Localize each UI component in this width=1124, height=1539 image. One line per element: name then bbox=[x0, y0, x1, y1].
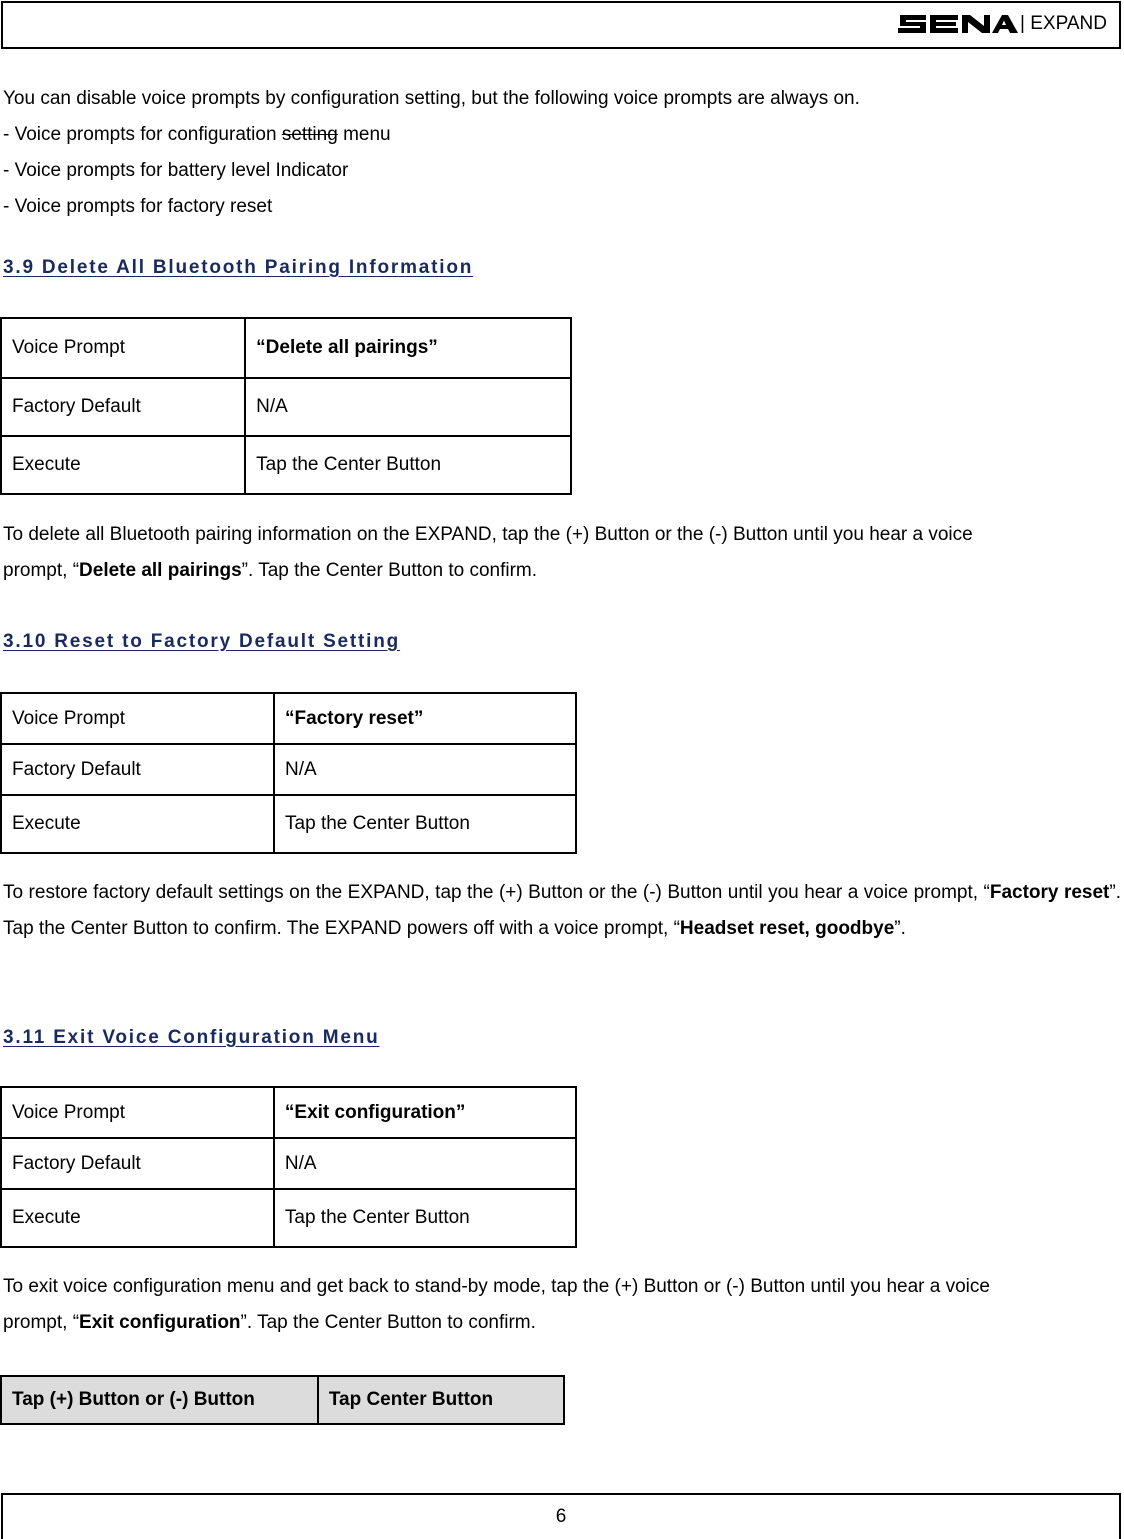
table-row bbox=[1, 318, 571, 378]
page-header bbox=[1, 1, 1121, 49]
section-3-9-desc-line-2 bbox=[3, 553, 1121, 589]
summary-cell-tap-plus-minus: Tap (+) Button or (-) Button bbox=[1, 1376, 318, 1424]
sena-logo-icon bbox=[896, 11, 1020, 37]
intro-line-2-prefix: - Voice prompts for configuration bbox=[3, 124, 282, 145]
table-row bbox=[1, 795, 576, 853]
intro-line-4: - Voice prompts for factory reset bbox=[3, 196, 273, 217]
desc-text: To restore factory default settings on the EXPAND, tap the (+) Button or the (-) Button until you hear a voice prompt, “ bbox=[3, 882, 990, 903]
section-3-11-desc-line-1: To exit voice configuration menu and get back to stand-by mode, tap the (+) Button or (-) Button until you hear a voice bbox=[3, 1276, 990, 1297]
table-row bbox=[1, 436, 571, 494]
voice-prompt-table-3-9 bbox=[0, 317, 572, 495]
intro-line-2 bbox=[3, 117, 1121, 153]
cell-label: Voice Prompt bbox=[1, 1087, 274, 1138]
cell-value: N/A bbox=[274, 1138, 576, 1189]
cell-label: Factory Default bbox=[1, 1138, 274, 1189]
desc-bold-prompt: Headset reset, goodbye bbox=[679, 918, 895, 939]
intro-line-2-strike: setting bbox=[281, 124, 338, 145]
desc-text: prompt, “ bbox=[3, 1312, 80, 1333]
page-number: 6 bbox=[555, 1506, 567, 1527]
table-row bbox=[1, 744, 576, 795]
table-row bbox=[1, 1138, 576, 1189]
page-footer bbox=[1, 1493, 1121, 1539]
section-3-11-desc-line-2 bbox=[3, 1305, 1121, 1341]
cell-label: Execute bbox=[1, 436, 245, 494]
desc-text: ”. Tap the Center Button to confirm. The EXPAND powers off with a voice prompt, “ bbox=[3, 882, 1121, 939]
header-brand bbox=[896, 11, 1107, 37]
header-product: | EXPAND bbox=[1020, 13, 1107, 34]
voice-prompt-table-3-10 bbox=[0, 692, 577, 854]
cell-value: “Factory reset” bbox=[274, 693, 576, 744]
table-row bbox=[1, 1189, 576, 1247]
desc-text: ”. Tap the Center Button to confirm. bbox=[241, 560, 538, 581]
cell-value: “Exit configuration” bbox=[274, 1087, 576, 1138]
intro-line-3: - Voice prompts for battery level Indicator bbox=[3, 160, 349, 181]
cell-value: N/A bbox=[245, 378, 571, 436]
cell-label: Execute bbox=[1, 795, 274, 853]
section-title-3-11: 3.11 Exit Voice Configuration Menu bbox=[3, 1027, 380, 1048]
table-row bbox=[1, 693, 576, 744]
table-row bbox=[1, 1376, 564, 1424]
cell-value: Tap the Center Button bbox=[274, 795, 576, 853]
section-3-9-desc-line-1: To delete all Bluetooth pairing information on the EXPAND, tap the (+) Button or the (-) Button until you hear a voice bbox=[3, 524, 973, 545]
intro-line-1: You can disable voice prompts by configuration setting, but the following voice prompts are always on. bbox=[3, 88, 860, 109]
cell-label: Factory Default bbox=[1, 378, 245, 436]
intro-line-2-suffix: menu bbox=[337, 124, 391, 145]
voice-prompt-table-3-11 bbox=[0, 1086, 577, 1248]
table-row bbox=[1, 1087, 576, 1138]
section-title-3-9: 3.9 Delete All Bluetooth Pairing Information bbox=[3, 257, 474, 278]
cell-value: Tap the Center Button bbox=[274, 1189, 576, 1247]
cell-label: Voice Prompt bbox=[1, 693, 274, 744]
summary-cell-tap-center: Tap Center Button bbox=[318, 1376, 564, 1424]
desc-text: ”. bbox=[894, 918, 906, 939]
desc-bold-prompt: Factory reset bbox=[989, 882, 1110, 903]
cell-label: Factory Default bbox=[1, 744, 274, 795]
desc-bold-prompt: Exit configuration bbox=[79, 1312, 241, 1333]
cell-label: Voice Prompt bbox=[1, 318, 245, 378]
cell-value: N/A bbox=[274, 744, 576, 795]
section-3-10-desc bbox=[3, 875, 1121, 947]
cell-label: Execute bbox=[1, 1189, 274, 1247]
button-summary-table bbox=[0, 1375, 565, 1425]
cell-value: Tap the Center Button bbox=[245, 436, 571, 494]
table-row bbox=[1, 378, 571, 436]
desc-text: prompt, “ bbox=[3, 560, 80, 581]
cell-value: “Delete all pairings” bbox=[245, 318, 571, 378]
desc-bold-prompt: Delete all pairings bbox=[79, 560, 242, 581]
desc-text: ”. Tap the Center Button to confirm. bbox=[240, 1312, 536, 1333]
section-title-3-10: 3.10 Reset to Factory Default Setting bbox=[3, 631, 401, 652]
